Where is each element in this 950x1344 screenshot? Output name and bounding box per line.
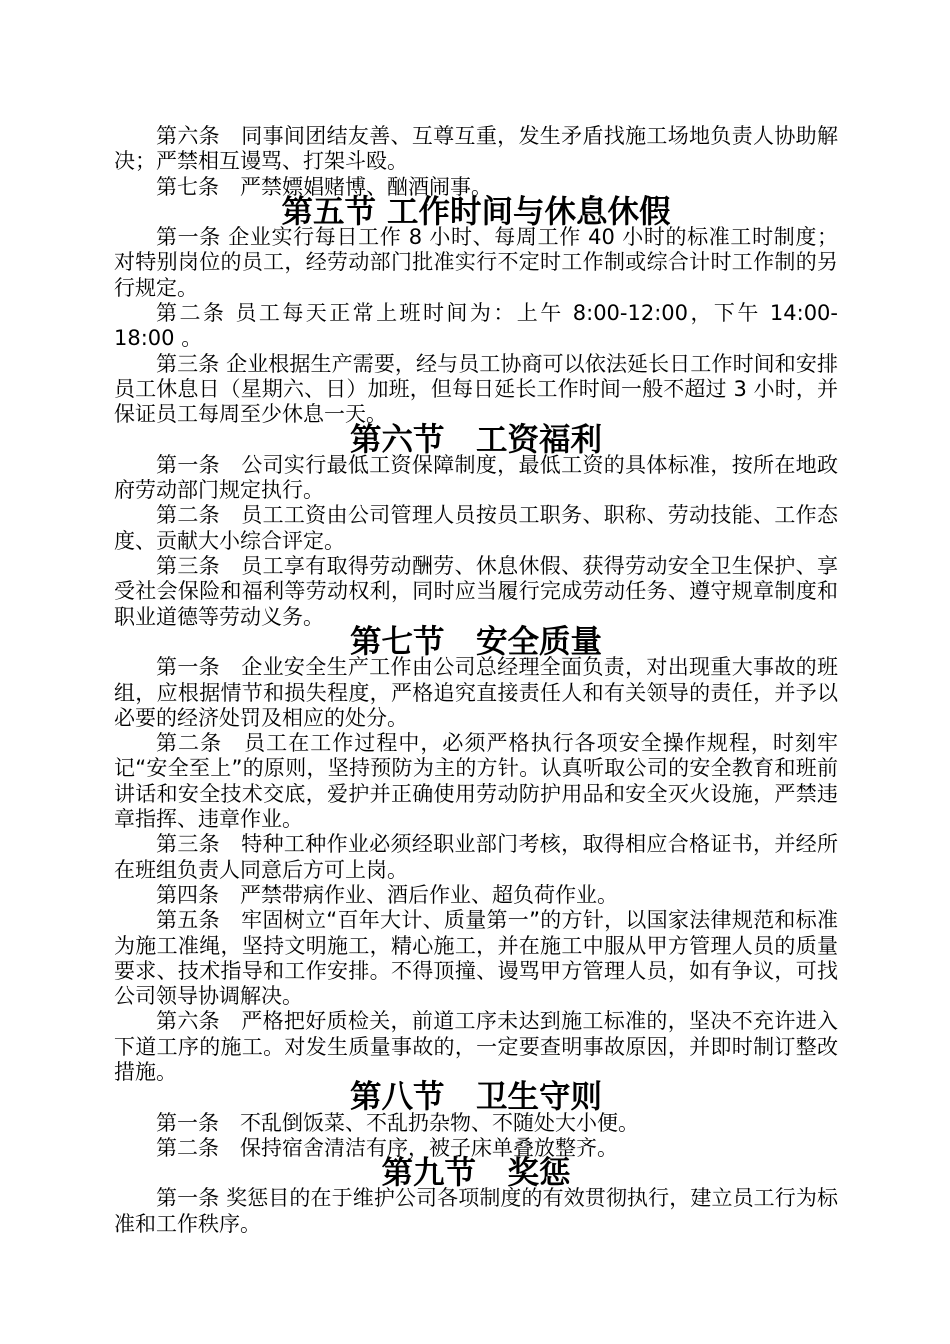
article-paragraph: 第二条 员工在工作过程中，必须严格执行各项安全操作规程，时刻牢记“安全至上”的原则，坚持预防为主的方针。认真听取公司的安全教育和班前讲话和安全技术交底，爱护并正确使用劳动防护用品和安全灭火设施，严禁违章指挥、违章作业。 <box>114 731 838 832</box>
article-paragraph: 第一条 奖惩目的在于维护公司各项制度的有效贯彻执行，建立员工行为标准和工作秩序。 <box>114 1186 838 1236</box>
article-paragraph: 第一条 公司实行最低工资保障制度，最低工资的具体标准，按所在地政府劳动部门规定执行。 <box>114 452 838 503</box>
article-paragraph: 第二条 员工工资由公司管理人员按员工职务、职称、劳动技能、工作态度、贡献大小综合评定。 <box>114 503 838 553</box>
article-paragraph: 第五条 牢固树立“百年大计、质量第一”的方针，以国家法律规范和标准为施工准绳，坚持文明施工，精心施工，并在施工中服从甲方管理人员的质量要求、技术指导和工作安排。不得顶撞、谩骂甲方管理人员，如有争议，可找公司领导协调解决。 <box>114 908 838 1009</box>
section-heading: 第七节 安全质量 <box>349 623 602 660</box>
article-paragraph: 第四条 严禁带病作业、酒后作业、超负荷作业。 <box>156 882 618 907</box>
document-page <box>114 124 838 1237</box>
section-heading: 第八节 卫生守则 <box>349 1079 602 1116</box>
article-paragraph: 第一条 不乱倒饭菜、不乱扔杂物、不随处大小便。 <box>156 1110 639 1135</box>
article-paragraph: 第三条 特种工种作业必须经职业部门考核，取得相应合格证书，并经所在班组负责人同意后方可上岗。 <box>114 832 838 882</box>
article-paragraph: 第一条 企业实行每日工作 8 小时、每周工作 40 小时的标准工时制度；对特别岗位的员工，经劳动部门批准实行不定时工作制或综合计时工作制的另行规定。 <box>114 225 838 300</box>
article-paragraph: 第七条 严禁嫖娼赌博、酗酒闹事。 <box>156 174 492 199</box>
article-paragraph: 第三条 员工享有取得劳动酬劳、休息休假、获得劳动安全卫生保护、享受社会保险和福利等劳动权利，同时应当履行完成劳动任务、遵守规章制度和职业道德等劳动义务。 <box>114 554 838 629</box>
article-paragraph: 第六条 同事间团结友善、互尊互重，发生矛盾找施工场地负责人协助解决；严禁相互谩骂、打架斗殴。 <box>114 124 838 174</box>
section-heading: 第九节 奖惩 <box>381 1155 571 1192</box>
article-paragraph: 第六条 严格把好质检关，前道工序未达到施工标准的，坚决不充许进入下道工序的施工。对发生质量事故的，一定要查明事故原因，并即时制订整改措施。 <box>114 1009 838 1084</box>
article-paragraph: 第二条 员工每天正常上班时间为：上午 8:00-12:00，下午 14:00-18:00 。 <box>114 301 838 351</box>
section-heading: 第五节 工作时间与休息休假 <box>281 193 671 230</box>
article-paragraph: 第一条 企业安全生产工作由公司总经理全面负责，对出现重大事故的班组，应根据情节和损失程度，严格追究直接责任人和有关领导的责任，并予以必要的经济处罚及相应的处分。 <box>114 655 838 730</box>
article-paragraph: 第二条 保持宿舍清洁有序，被子床单叠放整齐。 <box>156 1135 618 1160</box>
article-paragraph: 第三条 企业根据生产需要，经与员工协商可以依法延长日工作时间和安排员工休息日（星期六、日）加班，但每日延长工作时间一般不超过 3 小时，并保证员工每周至少休息一天。 <box>114 351 838 427</box>
section-heading: 第六节 工资福利 <box>349 421 602 458</box>
